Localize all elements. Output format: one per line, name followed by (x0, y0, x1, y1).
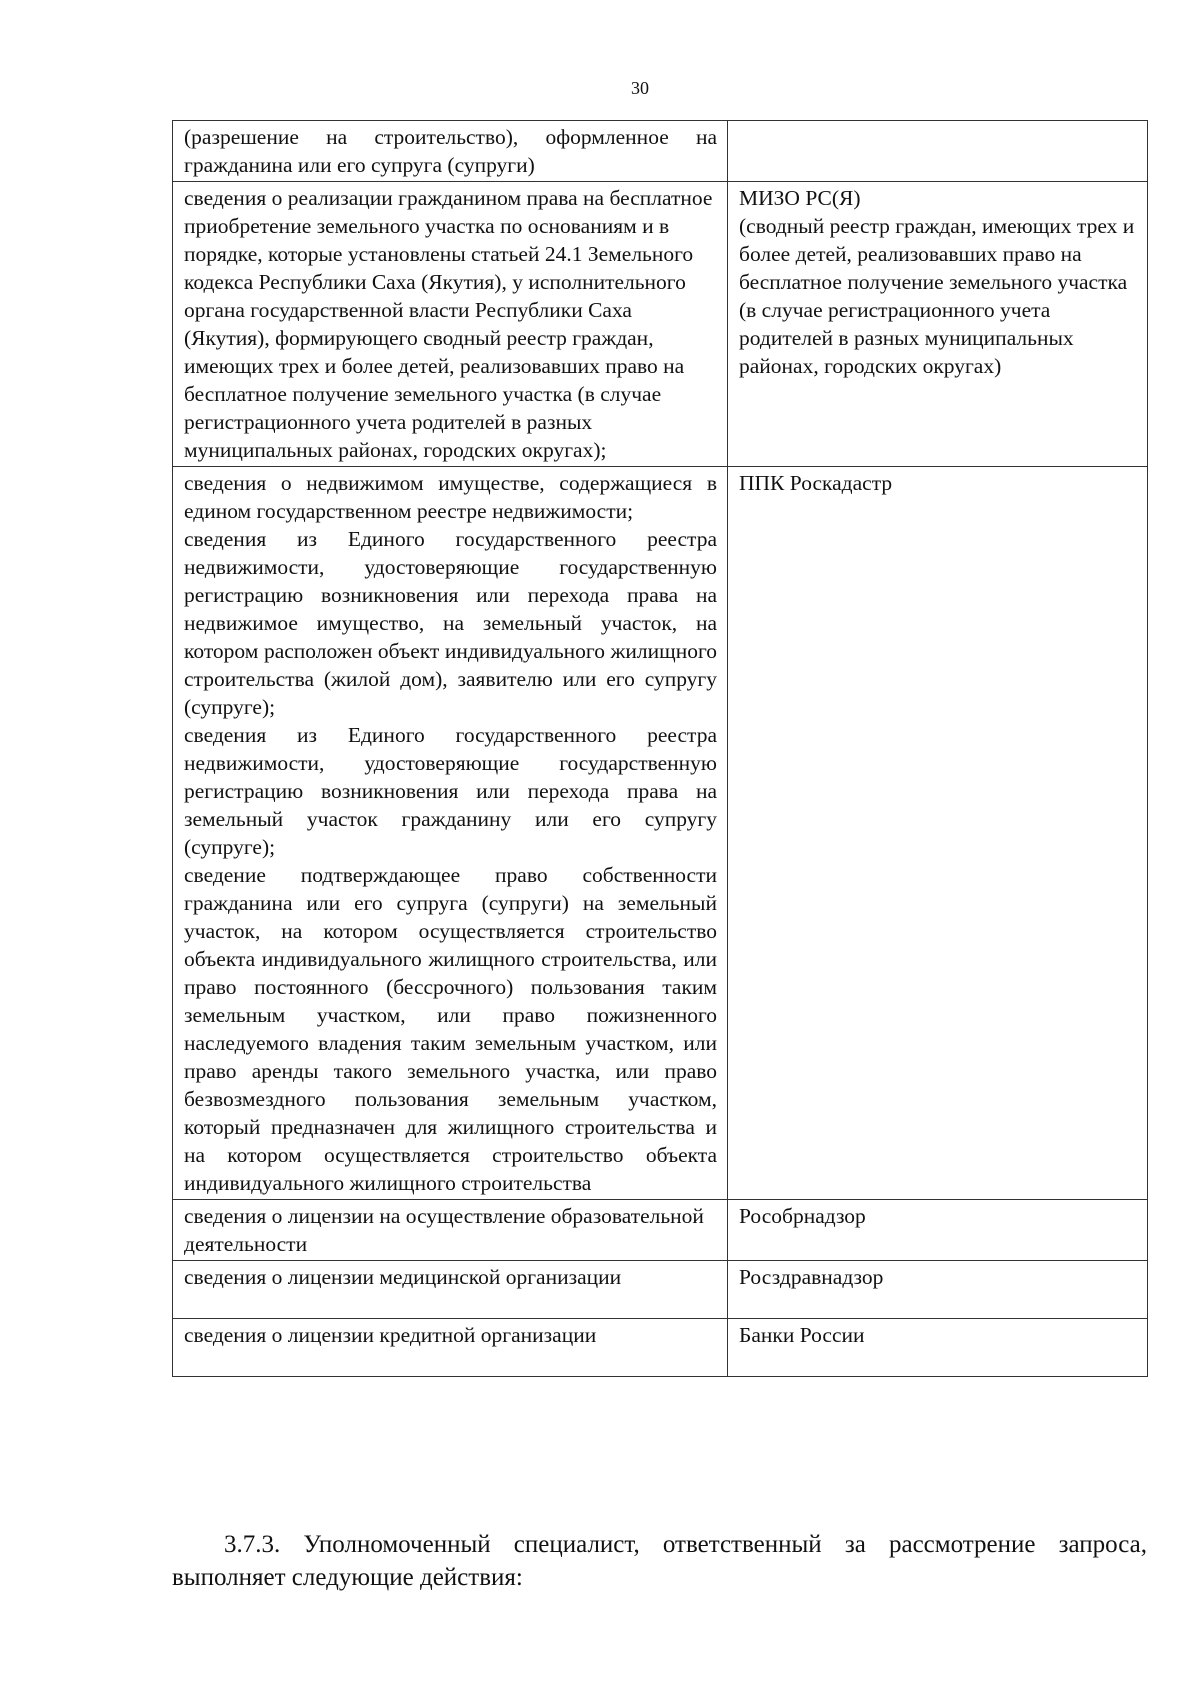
table-cell-document (173, 1200, 728, 1261)
cell-text: сведения о лицензии кредитной организации (184, 1323, 597, 1347)
cell-text: сведения о недвижимом имуществе, содержащиеся в едином государственном реестре недвижимости; (184, 471, 717, 523)
cell-text: сведение подтверждающее право собственности гражданина или его супруга (супруги) на земельный участок, на котором осуществляется строительство объекта индивидуального жилищного строительства, или право постоянного (бессрочного) пользования таким земельным участком, или право пожизненного наследуемого владения таким земельным участком, или право аренды такого земельного участка, или право безвозмездного пользования земельным участком, который предназначен для жилищного строительства и на котором осуществляется строительство объекта индивидуального жилищного строительства (184, 863, 717, 1195)
table-row (173, 1319, 1148, 1377)
cell-text: сведения из Единого государственного реестра недвижимости, удостоверяющие государственную регистрацию возникновения или перехода права на земельный участок гражданину или его супругу (супруге); (184, 723, 717, 859)
source-note: (сводный реестр граждан, имеющих трех и более детей, реализовавших право на бесплатное получение земельного участка (в случае регистрационного учета родителей в разных муниципальных районах, городских округах) (739, 214, 1135, 378)
table-row (173, 182, 1148, 467)
cell-text: (разрешение на строительство), оформленное на гражданина или его супруга (супруги) (184, 125, 717, 177)
source-name: Рособрнадзор (739, 1204, 866, 1228)
table-cell-source (728, 182, 1148, 467)
source-name: ППК Роскадастр (739, 471, 893, 495)
table-row (173, 467, 1148, 1200)
table-row (173, 1261, 1148, 1319)
table-row (173, 1200, 1148, 1261)
documents-table (172, 120, 1148, 1377)
table-cell-source (728, 467, 1148, 1200)
source-name: МИЗО РС(Я) (739, 186, 861, 210)
source-name: Банки России (739, 1323, 865, 1347)
section-paragraph: 3.7.3. Уполномоченный специалист, ответственный за рассмотрение запроса, выполняет следующие действия: (172, 1531, 1147, 1591)
table-cell-document (173, 467, 728, 1200)
table-row (173, 121, 1148, 182)
table-cell-source (728, 1200, 1148, 1261)
cell-text: сведения о лицензии медицинской организации (184, 1265, 622, 1289)
source-name: Росздравнадзор (739, 1265, 884, 1289)
cell-text: сведения о реализации гражданином права на бесплатное приобретение земельного участка по основаниям и в порядке, которые установлены статьей 24.1 Земельного кодекса Республики Саха (Якутия), у исполнительного органа государственной власти Республики Саха (Якутия), формирующего сводный реестр граждан, имеющих трех и более детей, реализовавших право на бесплатное получение земельного участка (в случае регистрационного учета родителей в разных муниципальных районах, городских округах); (184, 186, 713, 462)
table-cell-source (728, 1261, 1148, 1319)
cell-text: сведения из Единого государственного реестра недвижимости, удостоверяющие государственную регистрацию возникновения или перехода права на недвижимое имущество, на земельный участок, на котором расположен объект индивидуального жилищного строительства (жилой дом), заявителю или его супругу (супруге); (184, 527, 717, 719)
table-cell-source (728, 121, 1148, 182)
page-number: 30 (631, 78, 649, 98)
table-cell-document (173, 121, 728, 182)
table-cell-document (173, 1319, 728, 1377)
table-cell-document (173, 1261, 728, 1319)
table-cell-source (728, 1319, 1148, 1377)
table-cell-document (173, 182, 728, 467)
cell-text: сведения о лицензии на осуществление образовательной деятельности (184, 1204, 704, 1256)
